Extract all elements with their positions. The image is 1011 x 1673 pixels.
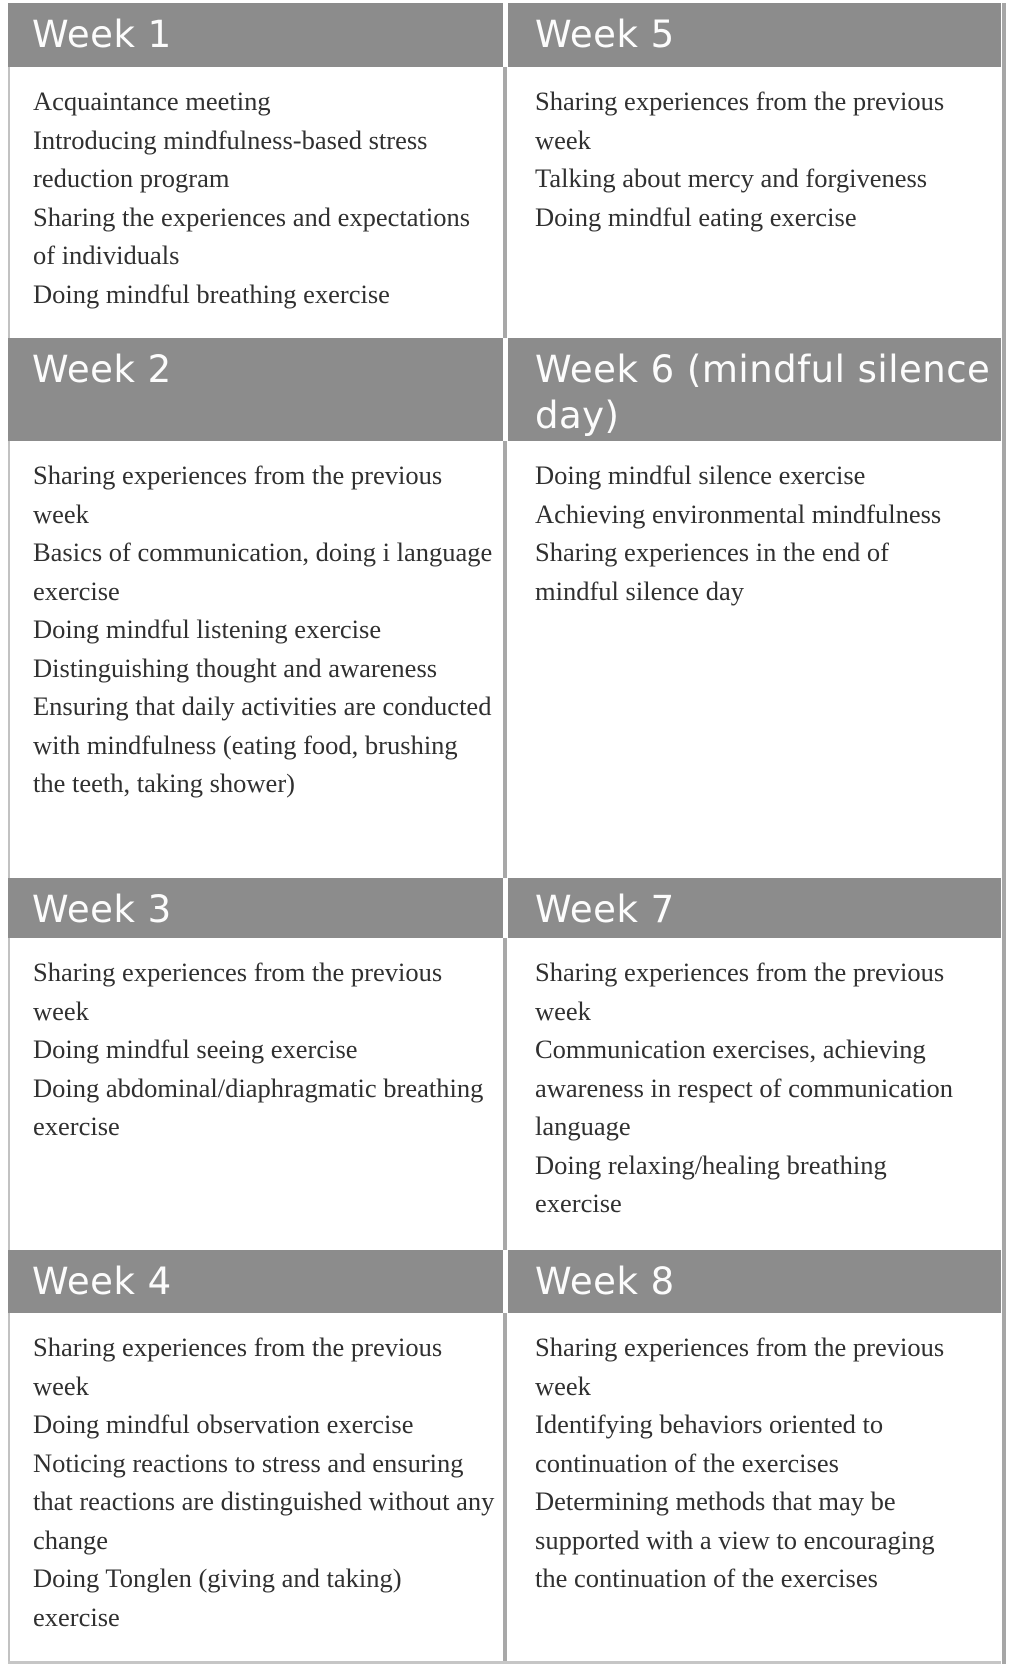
activity-item: Introducing mindfulness-based stress reduction program	[33, 124, 428, 193]
column-divider	[503, 441, 507, 878]
activity-item: Acquaintance meeting	[33, 86, 271, 116]
activity-item: Communication exercises, achieving awareness in respect of communication language	[535, 1034, 953, 1141]
week-3-content	[8, 938, 503, 1250]
activity-item: Sharing experiences in the end of mindful silence day	[535, 537, 889, 606]
activity-item: Sharing experiences from the previous week	[33, 460, 443, 529]
activity-item: Doing abdominal/diaphragmatic breathing exercise	[33, 1072, 484, 1141]
week-1-content	[8, 67, 503, 338]
activity-item: Ensuring that daily activities are conducted with mindfulness (eating food, brushing the teeth, taking shower)	[33, 691, 492, 798]
week-6-header: Week 6 (mindful silence day)	[508, 338, 1001, 441]
table-right-border	[1002, 3, 1006, 1664]
activity-item: Doing mindful observation exercise	[33, 1409, 414, 1439]
activity-item: Sharing the experiences and expectations of individuals	[33, 201, 471, 270]
activity-item: Sharing experiences from the previous week	[535, 1332, 945, 1401]
activity-item: Sharing experiences from the previous week	[33, 1332, 443, 1401]
activity-item: Identifying behaviors oriented to continuation of the exercises	[535, 1409, 884, 1478]
activity-item: Doing mindful listening exercise	[33, 614, 382, 644]
week-4-content	[8, 1313, 503, 1661]
activity-item: Doing mindful eating exercise	[535, 201, 857, 232]
activity-item: Doing mindful breathing exercise	[33, 278, 390, 309]
week-3-header: Week 3	[8, 878, 503, 938]
activity-item: Doing mindful seeing exercise	[33, 1034, 358, 1064]
week-8-header: Week 8	[508, 1250, 1001, 1313]
week-2-header: Week 2	[8, 338, 503, 441]
activity-item: Sharing experiences from the previous week	[535, 86, 945, 155]
activity-item: Doing mindful silence exercise	[535, 460, 866, 490]
activity-item: Determining methods that may be supported with a view to encouraging the continuation of the exercises	[535, 1486, 935, 1593]
week-7-content	[508, 938, 1001, 1250]
week-8-content	[508, 1313, 1001, 1661]
activity-item: Sharing experiences from the previous week	[33, 957, 443, 1026]
week-1-header: Week 1	[8, 3, 503, 67]
week-4-header: Week 4	[8, 1250, 503, 1313]
column-divider	[503, 1313, 507, 1661]
activity-item: Basics of communication, doing i language exercise	[33, 537, 493, 606]
week-6-content	[508, 441, 1001, 878]
activity-item: Sharing experiences from the previous week	[535, 957, 945, 1026]
column-divider	[503, 67, 507, 338]
week-7-header: Week 7	[508, 878, 1001, 938]
activity-item: Distinguishing thought and awareness	[33, 652, 438, 683]
column-divider	[503, 938, 507, 1250]
week-5-content	[508, 67, 1001, 338]
activity-item: Doing Tonglen (giving and taking) exercise	[33, 1563, 402, 1632]
activity-item: Noticing reactions to stress and ensuring that reactions are distinguished without any change	[33, 1447, 495, 1555]
activity-item: Achieving environmental mindfulness	[535, 498, 942, 529]
week-5-header: Week 5	[508, 3, 1001, 67]
week-2-content	[8, 441, 503, 878]
activity-item: Talking about mercy and forgiveness	[535, 163, 928, 193]
activity-item: Doing relaxing/healing breathing exercise	[535, 1149, 887, 1218]
program-table-grid	[8, 3, 1001, 1664]
